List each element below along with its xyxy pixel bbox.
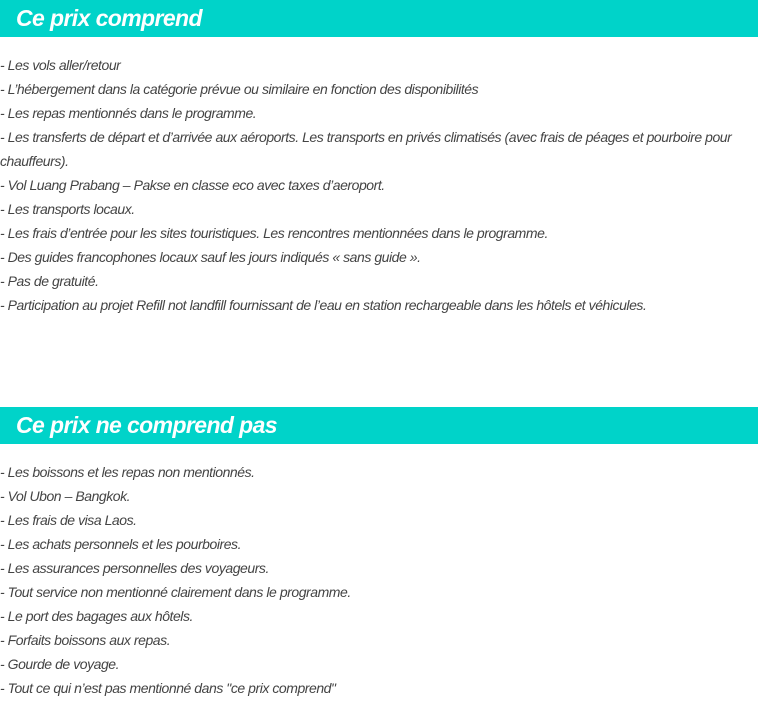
list-item: - Tout service non mentionné clairement dans le programme. bbox=[0, 584, 351, 600]
list-item: - Vol Luang Prabang – Pakse en classe eco avec taxes d’aeroport. bbox=[0, 177, 385, 193]
list-item: - Les assurances personnelles des voyageurs. bbox=[0, 560, 269, 576]
list-item: - Tout ce qui n’est pas mentionné dans "ce prix comprend" bbox=[0, 680, 336, 696]
excluded-title: Ce prix ne comprend pas bbox=[16, 412, 277, 438]
excluded-list bbox=[0, 460, 758, 700]
list-item: - Les frais d’entrée pour les sites touristiques. Les rencontres mentionnées dans le programme. bbox=[0, 225, 548, 241]
included-section-header bbox=[0, 0, 758, 37]
list-item: - Les repas mentionnés dans le programme. bbox=[0, 105, 257, 121]
list-item: - Les transports locaux. bbox=[0, 201, 135, 217]
list-item: - Les vols aller/retour bbox=[0, 57, 121, 73]
list-item: - L’hébergement dans la catégorie prévue ou similaire en fonction des disponibilités bbox=[0, 81, 479, 97]
list-item: - Forfaits boissons aux repas. bbox=[0, 632, 171, 648]
list-item: - Des guides francophones locaux sauf les jours indiqués « sans guide ». bbox=[0, 249, 421, 265]
list-item: - Participation au projet Refill not landfill fournissant de l’eau en station rechargeable dans les hôtels et véhicules. bbox=[0, 297, 647, 313]
list-item: - Pas de gratuité. bbox=[0, 273, 99, 289]
list-item: - Les frais de visa Laos. bbox=[0, 512, 137, 528]
included-list bbox=[0, 53, 758, 317]
included-title: Ce prix comprend bbox=[16, 5, 202, 31]
list-item: - Les transferts de départ et d’arrivée aux aéroports. Les transports en privés climatisés (avec frais de péages et pourboire pour chauffeurs). bbox=[0, 129, 732, 169]
list-item: - Le port des bagages aux hôtels. bbox=[0, 608, 193, 624]
list-item: - Gourde de voyage. bbox=[0, 656, 120, 672]
list-item: - Les boissons et les repas non mentionnés. bbox=[0, 464, 255, 480]
excluded-section-header bbox=[0, 407, 758, 444]
list-item: - Vol Ubon – Bangkok. bbox=[0, 488, 131, 504]
list-item: - Les achats personnels et les pourboires. bbox=[0, 536, 242, 552]
